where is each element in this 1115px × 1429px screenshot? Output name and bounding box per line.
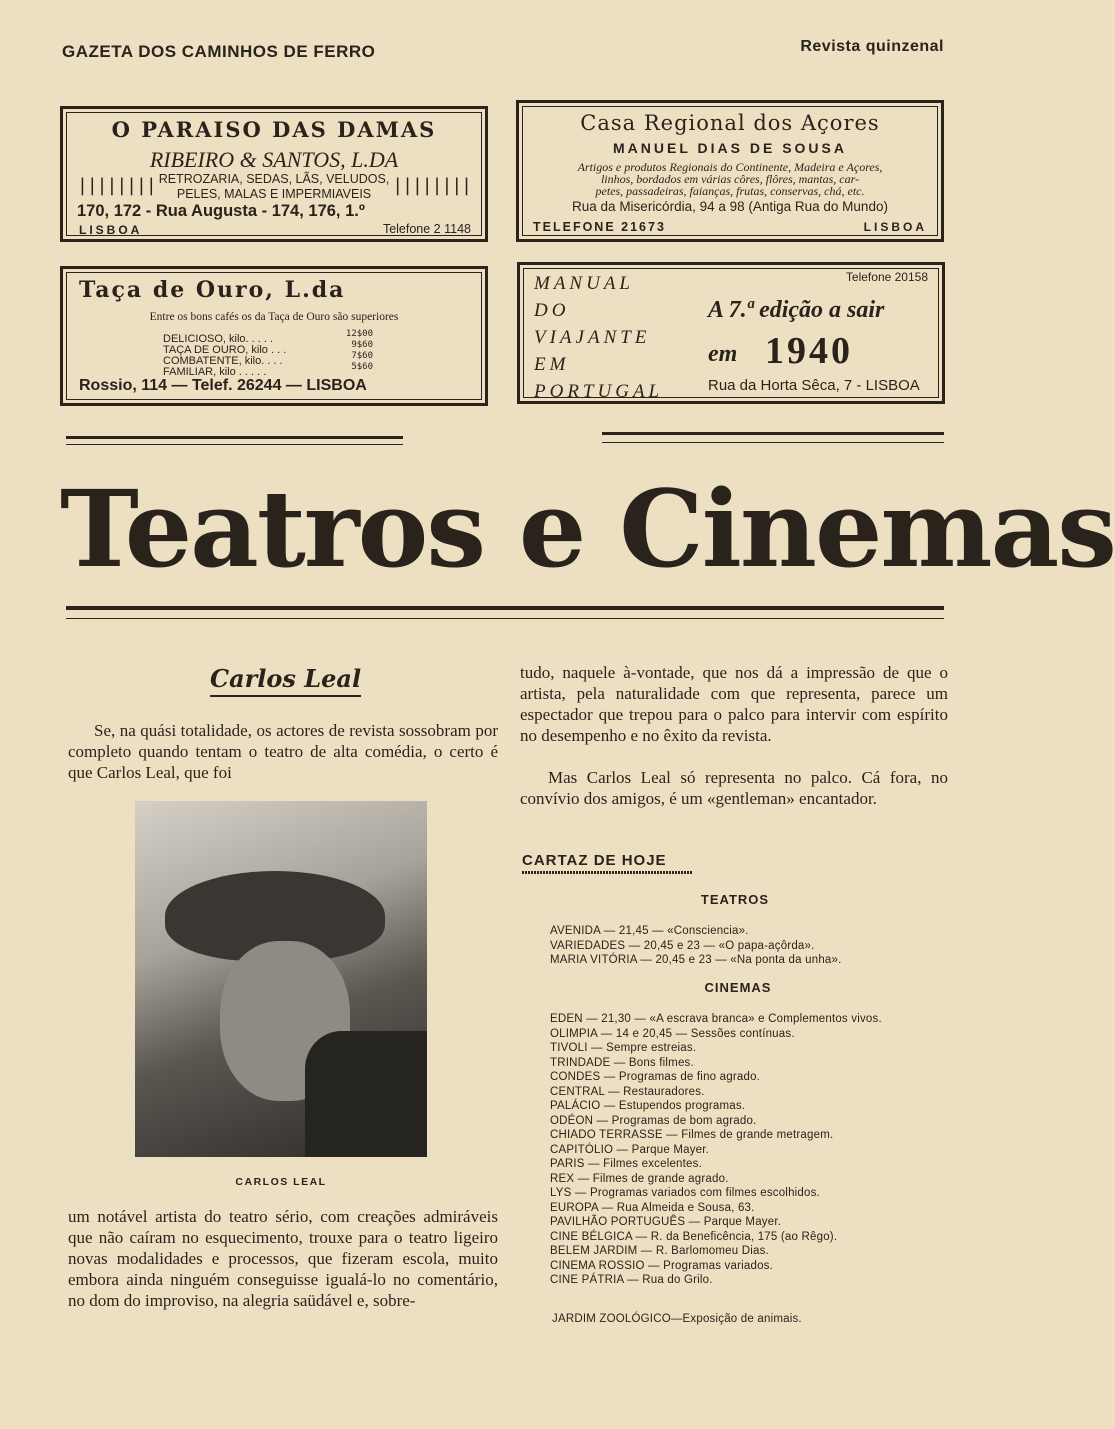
ad-manual-viajante (517, 262, 945, 404)
manual-word: EM (534, 354, 570, 375)
teatros-list (550, 924, 950, 968)
rule-left-thick (66, 436, 403, 439)
ad-acores-desc1: Artigos e produtos Regionais do Continente, Madeira e Açores, (577, 160, 883, 174)
photo-carlos-leal (135, 801, 427, 1157)
ad-paraiso-firm: RIBEIRO & SANTOS, L.DA (149, 147, 399, 172)
ad-paraiso-address: 170, 172 - Rua Augusta - 174, 176, 1.º (77, 202, 365, 220)
ad-casa-regional-acores (516, 100, 944, 242)
ad-taca-title: Taça de Ouro, L.da (79, 277, 346, 303)
list-item: CENTRAL — Restauradores. (550, 1085, 705, 1098)
list-item: LYS — Programas variados com filmes escolhidos. (550, 1187, 820, 1199)
list-item: EUROPA — Rua Almeida e Sousa, 63. (550, 1201, 755, 1214)
ad-manual-edition: A 7.ª edição a sair (708, 297, 885, 323)
list-item: CONDES — Programas de fino agrado. (550, 1071, 761, 1083)
barcode-ornament-left: |||||||| (77, 175, 156, 196)
ad-acores-city: LISBOA (863, 220, 927, 234)
list-item: OLIMPIA — 14 e 20,45 — Sessões contínuas. (550, 1027, 795, 1040)
price-item-value: 7$60 (351, 351, 373, 361)
ad-manual-year: 1940 (765, 330, 853, 372)
list-item: PARIS — Filmes excelentes. (550, 1158, 702, 1170)
list-item: PALÁCIO — Estupendos programas. (550, 1100, 746, 1112)
teatros-heading: TEATROS (700, 892, 770, 907)
ad-paraiso-das-damas (60, 106, 488, 242)
ad-taca-price-list (163, 329, 373, 378)
article-intro: Se, na quási totalidade, os actores de revista sossobram por completo quando tentam o teatro de alta comédia, o certo é que Carlos Leal, que foi (68, 721, 498, 782)
ad-acores-title: Casa Regional dos Açores (580, 111, 880, 135)
ad-taca-tagline: Entre os bons cafés os da Taça de Ouro são superiores (149, 311, 399, 323)
ad-manual-words (534, 270, 663, 405)
price-item-name: TAÇA DE OURO, kilo . . . (163, 344, 287, 356)
list-item: TIVOLI — Sempre estreias. (550, 1042, 697, 1054)
article-body-left: um notável artista do teatro sério, com creações admiráveis que não caíram no esquecimento, trouxe para o teatro ligeiro novas modalidades e processos, que fizeram escola, muito embora ainda ninguém conseguisse igualá-lo no comentário, no dom do improviso, na alegria saüdável e, sobre- (68, 1207, 498, 1310)
title-underline-thin (66, 618, 944, 619)
ad-manual-em: em (708, 341, 738, 367)
article-title: Carlos Leal (210, 664, 361, 697)
manual-word: MANUAL (534, 273, 634, 294)
ad-manual-address: Rua da Horta Sêca, 7 - LISBOA (708, 377, 920, 394)
ad-taca-address: Rossio, 114 — Telef. 26244 — LISBOA (79, 377, 367, 394)
cartaz-footer: JARDIM ZOOLÓGICO—Exposição de animais. (552, 1313, 802, 1325)
list-item: CHIADO TERRASSE — Filmes de grande metragem. (550, 1129, 834, 1141)
price-item-name: COMBATENTE, kilo. . . . (163, 355, 283, 367)
price-row (163, 362, 373, 378)
rule-right-thin (602, 442, 944, 443)
ad-taca-de-ouro (60, 266, 488, 406)
cartaz-heading: CARTAZ DE HOJE (522, 852, 667, 869)
list-item: BELEM JARDIM — R. Barlomomeu Dias. (550, 1245, 769, 1257)
article-body-right-2: Mas Carlos Leal só representa no palco. Cá fora, no convívio dos amigos, é um «gentleman» encantador. (520, 768, 948, 808)
list-item: ODÉON — Programas de bom agrado. (550, 1114, 757, 1127)
journal-title: GAZETA DOS CAMINHOS DE FERRO (62, 42, 376, 61)
price-item-name: FAMILIAR, kilo . . . . . (163, 366, 267, 378)
rule-left-thin (66, 444, 403, 445)
manual-word: DO (534, 300, 570, 321)
ad-acores-desc2: linhos, bordados em várias côres, flôres, mantas, car- (600, 172, 860, 186)
rule-right-thick (602, 432, 944, 435)
list-item: CAPITÓLIO — Parque Mayer. (550, 1143, 710, 1156)
ad-paraiso-line2: PELES, MALAS E IMPERMIAVEIS (176, 187, 372, 201)
list-item: EDEN — 21,30 — «A escrava branca» e Complementos vivos. (550, 1013, 882, 1025)
cartaz-heading-underline (522, 871, 692, 874)
list-item: CINEMA ROSSIO — Programas variados. (550, 1259, 774, 1272)
article-body-right: tudo, naquele à-vontade, que nos dá a impressão de que o artista, pela naturalidade com que representa, parece um espectador que trepou para o palco para intervir com espírito no desempenho e no êxito da revista. (520, 663, 948, 745)
price-item-value: 9$60 (351, 340, 373, 350)
price-item-value: 5$60 (351, 362, 373, 372)
list-item: TRINDADE — Bons filmes. (550, 1056, 694, 1069)
ad-paraiso-title: O PARAISO DAS DAMAS (111, 117, 437, 142)
list-item: PAVILHÃO PORTUGUÊS — Parque Mayer. (550, 1216, 782, 1228)
list-item: CINE PÁTRIA — Rua do Grilo. (550, 1274, 713, 1286)
price-item-value: 12$00 (345, 329, 373, 339)
manual-word: PORTUGAL (534, 381, 664, 402)
list-item: VARIEDADES — 20,45 e 23 — «O papa-açôrda». (550, 939, 815, 952)
photo-caption: CARLOS LEAL (235, 1176, 327, 1188)
manual-word: VIAJANTE (534, 327, 651, 348)
cinemas-list (550, 1012, 950, 1288)
ad-paraiso-line1: RETROZARIA, SEDAS, LÃS, VELUDOS, (158, 172, 390, 186)
section-title: Teatros e Cinemas (60, 466, 1115, 591)
ad-paraiso-phone: Telefone 2 1148 (382, 222, 471, 236)
barcode-ornament-right: |||||||| (392, 175, 471, 196)
cinemas-heading: CINEMAS (704, 980, 772, 995)
ad-acores-address: Rua da Misericórdia, 94 a 98 (Antiga Rua do Mundo) (572, 199, 888, 214)
list-item: MARIA VITÓRIA — 20,45 e 23 — «Na ponta da unha». (550, 954, 842, 966)
price-item-name: DELICIOSO, kilo. . . . . (163, 333, 274, 345)
list-item: REX — Filmes de grande agrado. (550, 1172, 729, 1185)
ad-acores-desc3: petes, passadeiras, faianças, frutas, conservas, chá, etc. (595, 184, 865, 198)
photo-shoulder (305, 1031, 427, 1157)
ad-manual-phone: Telefone 20158 (845, 270, 928, 284)
ad-paraiso-city: LISBOA (79, 223, 143, 237)
journal-periodicity: Revista quinzenal (800, 38, 944, 55)
ad-acores-phone: TELEFONE 21673 (533, 220, 666, 234)
list-item: AVENIDA — 21,45 — «Consciencia». (550, 925, 749, 937)
ad-acores-owner: MANUEL DIAS DE SOUSA (613, 140, 847, 156)
list-item: CINE BÉLGICA — R. da Beneficência, 175 (ao Rêgo). (550, 1230, 838, 1243)
title-underline-thick (66, 606, 944, 610)
